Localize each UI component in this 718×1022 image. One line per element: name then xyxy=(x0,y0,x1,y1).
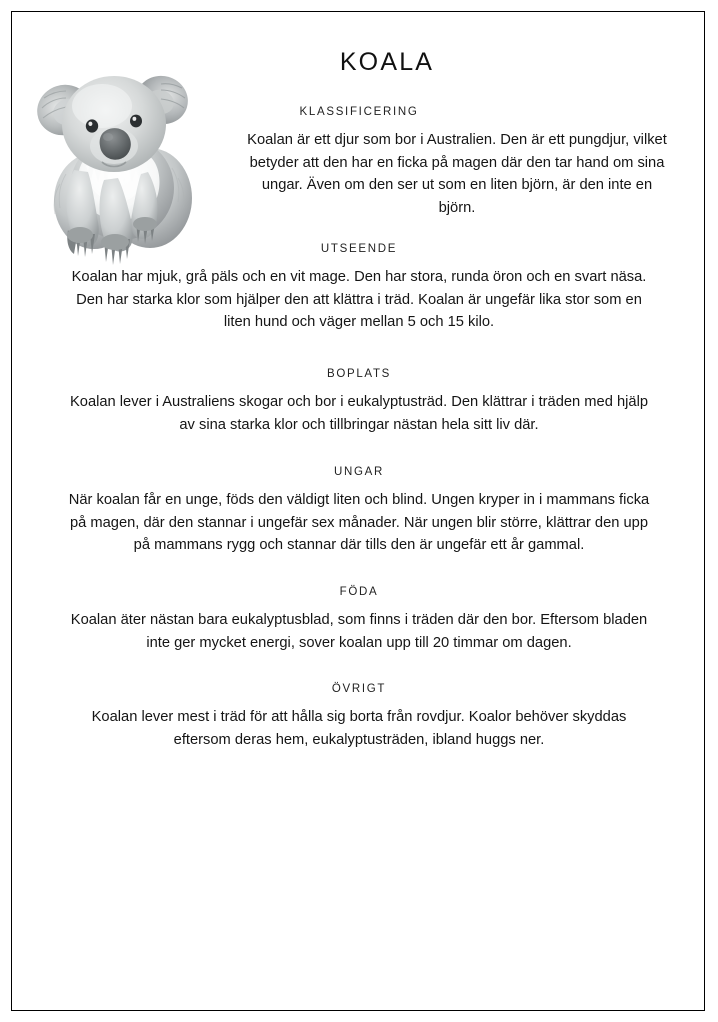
body-line: inte ger mycket energi, sover koalan upp till 20 timmar om dagen. xyxy=(146,634,572,651)
body-line: Koalan lever i Australiens skogar och bor i eukalyptusträd. Den klättrar i träden med hjälp xyxy=(69,394,648,410)
body-line: Den har starka klor som hjälper den att klättra i träd. Koalan är ungefär lika stor som en xyxy=(76,291,642,308)
body-line: Koalan äter nästan bara eukalyptusblad, som finns i träden där den bor. Eftersom bladen xyxy=(70,612,648,628)
section-body-ovrigt xyxy=(49,706,669,751)
section-ungar xyxy=(0,466,718,557)
body-line: Koalan lever mest i träd för att hålla sig borta från rovdjur. Koalor behöver skyddas xyxy=(91,709,627,725)
section-foda xyxy=(0,586,718,654)
section-boplats xyxy=(0,368,718,436)
body-line: på magen, där den stannar i ungefär sex månader. När ungen blir större, klättrar den upp xyxy=(69,514,649,531)
section-heading-foda: FÖDA xyxy=(339,586,379,598)
page-title: KOALA xyxy=(339,48,435,76)
section-body-boplats xyxy=(44,391,674,436)
section-body-klassificering xyxy=(222,129,692,219)
section-heading-klassificering: KLASSIFICERING xyxy=(299,106,419,118)
body-line: på mammans rygg och stannar där tills den är ungefär ett år gammal. xyxy=(133,537,585,553)
section-body-utseende xyxy=(44,266,674,334)
body-line: ungar. Även om den ser ut som en liten björn, är den inte en xyxy=(261,177,653,193)
body-line: björn. xyxy=(438,199,476,216)
body-line: Koalan har mjuk, grå päls och en vit mage. Den har stora, runda öron och en svart näsa. xyxy=(71,269,647,285)
body-line: betyder att den har en ficka på magen där den tar hand om sina xyxy=(249,154,665,171)
section-heading-ovrigt: ÖVRIGT xyxy=(331,683,387,695)
section-heading-ungar: UNGAR xyxy=(333,466,385,478)
body-line: eftersom deras hem, eukalyptusträden, ibland huggs ner. xyxy=(173,731,545,748)
section-heading-boplats: BOPLATS xyxy=(326,368,392,380)
section-klassificering xyxy=(0,106,718,219)
body-line: liten hund och väger mellan 5 och 15 kilo. xyxy=(223,314,495,330)
body-line: av sina starka klor och tillbringar nästan hela sitt liv där. xyxy=(179,416,539,433)
section-body-ungar xyxy=(41,489,677,557)
section-body-foda xyxy=(44,609,674,654)
body-line: När koalan får en unge, föds den väldigt liten och blind. Ungen kryper in i mammans ficka xyxy=(68,492,650,508)
section-ovrigt xyxy=(0,683,718,751)
section-heading-utseende: UTSEENDE xyxy=(320,243,398,255)
body-line: Koalan är ett djur som bor i Australien. Den är ett pungdjur, vilket xyxy=(247,132,667,148)
section-utseende xyxy=(0,243,718,334)
